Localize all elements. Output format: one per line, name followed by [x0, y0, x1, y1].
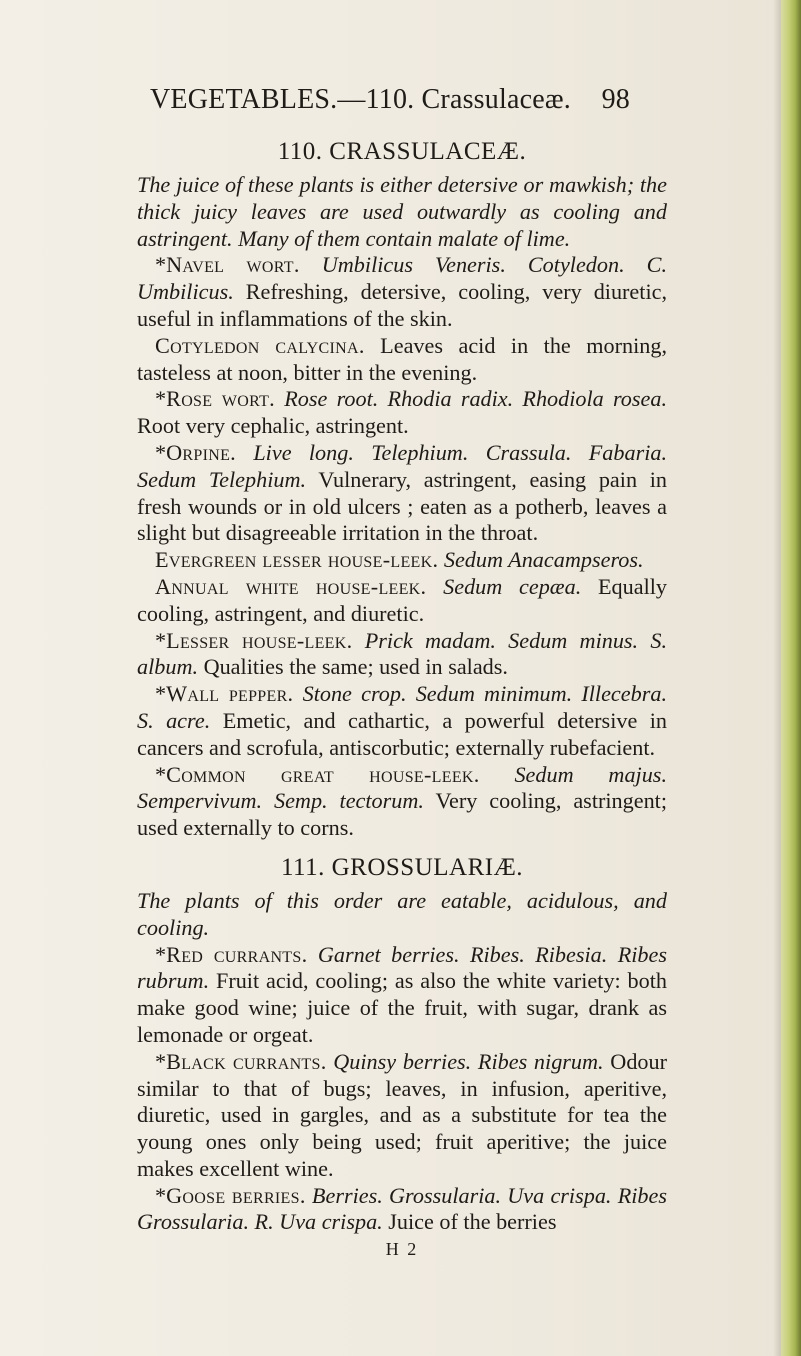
entry-name: Annual white house-leek. — [155, 573, 427, 599]
entry-navel-wort — [137, 252, 667, 332]
entry-marker: * — [155, 439, 167, 465]
entry-name: Wall pepper. — [166, 681, 294, 707]
entry-marker: * — [155, 1048, 167, 1074]
entry-name: Evergreen lesser house-leek. — [155, 547, 439, 573]
page-edge-strip — [781, 0, 801, 1356]
entry-latin: Sedum Anacampseros. — [443, 547, 644, 573]
entry-name: Common great house-leek. — [166, 761, 480, 787]
entry-latin: Live long. Telephium. Crassula. Fabaria. Sedum Telephium. — [137, 439, 668, 492]
entry-latin: Berries. Grossularia. Uva crispa. Ribes Grossularia. R. Uva crispa. — [137, 1182, 667, 1235]
entry-cotyledon-calycina — [137, 333, 667, 387]
page-number: 98 — [601, 84, 630, 115]
entry-marker: * — [155, 252, 167, 278]
entry-red-currants — [137, 942, 667, 1049]
entry-name: Rose wort. — [166, 386, 276, 412]
entry-lesser-house-leek — [137, 628, 667, 682]
entry-name: Goose berries. — [166, 1182, 306, 1208]
entry-common-great-house-leek — [137, 762, 667, 842]
entry-evergreen-lesser-house-leek — [137, 547, 667, 574]
entry-wall-pepper — [137, 681, 667, 761]
page-content — [137, 126, 667, 1263]
entry-name: Lesser house-leek. — [166, 627, 353, 653]
entry-latin: Stone crop. Sedum minimum. Illecebra. S. acre. — [137, 681, 668, 733]
entry-text: Juice of the berries — [388, 1209, 557, 1235]
signature-mark: H 2 — [385, 1239, 419, 1260]
entry-marker: * — [155, 627, 167, 653]
entry-latin: Sedum cepæa. — [443, 573, 582, 599]
entry-text: Odour similar to that of bugs; leaves, in infusion, aperitive, diuretic, used in gargles, and as a substitute for tea the young ones only being used; fruit aperitive; the juice makes excellent wine. — [137, 1048, 667, 1181]
entry-name: Red currants. — [166, 941, 308, 967]
entry-marker: * — [155, 761, 167, 787]
entry-text: Vulnerary, astringent, easing pain in fresh wounds or in old ulcers ; eaten as a potherb, leaves a slight but disagreeable irritation in the throat. — [137, 466, 667, 546]
entry-text: Qualities the same; used in salads. — [203, 654, 508, 680]
entry-latin: Garnet berries. Ribes. Ribesia. Ribes rubrum. — [137, 941, 667, 994]
entry-text: Root very cephalic, astringent. — [137, 413, 409, 439]
entry-marker: * — [155, 386, 167, 412]
running-head — [150, 84, 630, 124]
entry-latin: Umbilicus Veneris. Cotyledon. C. Umbilicus. — [137, 252, 668, 305]
entry-goose-berries — [137, 1183, 667, 1237]
entry-name: Black currants. — [166, 1048, 327, 1074]
section-intro-crassulaceae: The juice of these plants is either detersive or mawkish; the thick juicy leaves are used outwardly as cooling and astringent. Many of them contain malate of lime. — [137, 172, 667, 251]
entry-text: Very cooling, astringent; used externally to corns. — [137, 788, 667, 841]
entry-marker: * — [155, 941, 167, 967]
running-head-title: VEGETABLES.—110. Crassulaceæ. — [150, 84, 571, 115]
entry-name: Cotyledon calycina. — [155, 332, 365, 358]
entry-latin: Prick madam. Sedum minus. S. album. — [137, 627, 667, 680]
entry-text: Leaves acid in the morning, tasteless at noon, bitter in the evening. — [137, 332, 667, 385]
entry-text: Fruit acid, cooling; as also the white variety: both make good wine; juice of the fruit, with sugar, drank as lemonade or orgeat. — [137, 968, 668, 1047]
entry-latin: Sedum majus. Sempervivum. Semp. tectorum. — [137, 761, 667, 814]
entry-marker: * — [155, 681, 167, 707]
entry-latin: Quinsy berries. Ribes nigrum. — [333, 1048, 604, 1074]
entry-text: Equally cooling, astringent, and diuretic. — [137, 573, 668, 626]
entry-latin: Rose root. Rhodia radix. Rhodiola rosea. — [284, 386, 668, 412]
entry-text: Refreshing, detersive, cooling, very diuretic, useful in inflammations of the skin. — [137, 279, 668, 331]
entry-orpine — [137, 440, 667, 547]
entry-name: Navel wort. — [166, 252, 300, 278]
page-edge-shadow — [773, 0, 781, 1356]
entry-annual-white-house-leek — [137, 574, 667, 628]
entry-marker: * — [155, 1182, 167, 1208]
section-title-crassulaceae: 110. CRASSULACEÆ. — [277, 138, 527, 165]
entry-black-currants — [137, 1049, 667, 1183]
section-intro-grossulariae: The plants of this order are eatable, acidulous, and cooling. — [137, 887, 667, 940]
entry-rose-wort — [137, 386, 667, 440]
section-title-grossulariae: 111. GROSSULARIÆ. — [280, 853, 524, 881]
entry-name: Orpine. — [166, 439, 236, 465]
entry-text: Emetic, and cathartic, a powerful detersive in cancers and scrofula, antiscorbutic; externally rubefacient. — [137, 707, 668, 760]
